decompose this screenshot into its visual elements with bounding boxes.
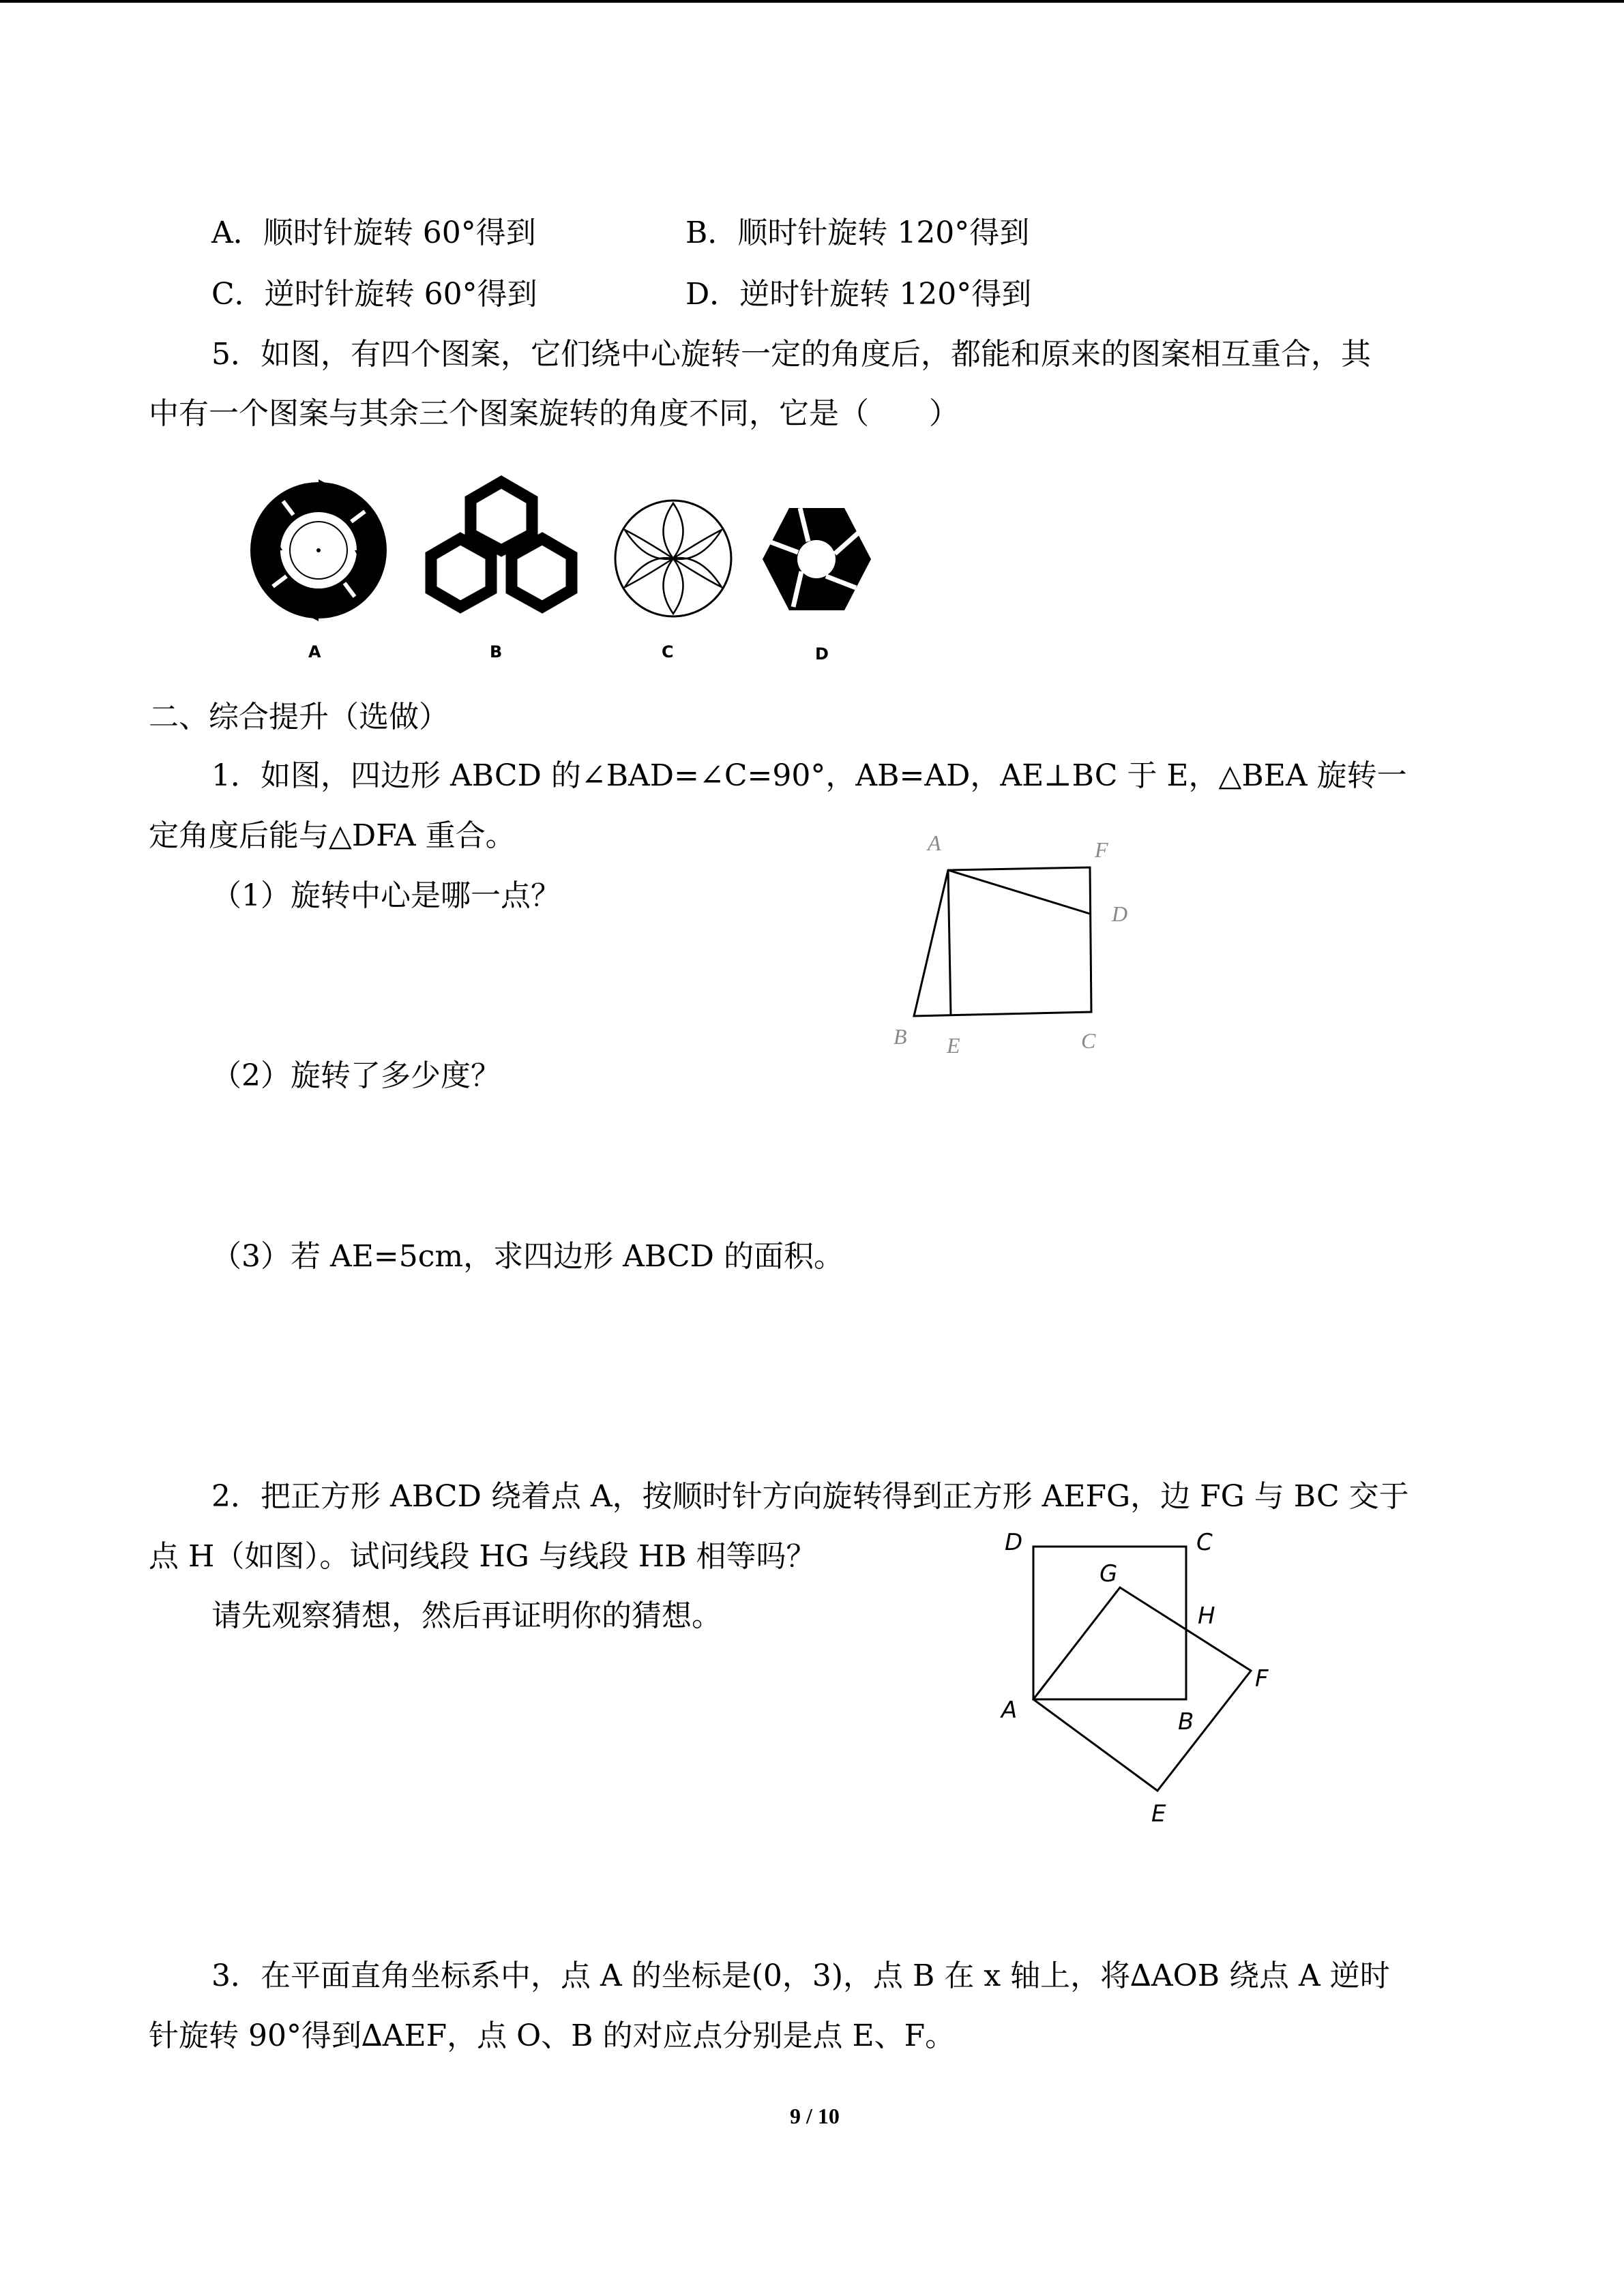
p2-label-g: G (1099, 1560, 1118, 1587)
p1-sub2: （2）旋转了多少度？ (211, 1058, 501, 1093)
page-top-border (0, 0, 1624, 3)
p1-sub3: （3）若 AE=5cm，求四边形 ABCD 的面积。 (211, 1239, 844, 1274)
p1-label-d: D (1112, 901, 1128, 926)
p2-line2: 点 H（如图）。试问线段 HG 与线段 HB 相等吗？ (149, 1539, 816, 1574)
p3-line1: 3．在平面直角坐标系中，点 A 的坐标是(0，3)，点 B 在 x 轴上，将∆AOB 绕点 A 逆时 (211, 1958, 1390, 1993)
option-a: A．顺时针旋转 60°得到 (211, 215, 536, 250)
q5-line1: 5．如图，有四个图案，它们绕中心旋转一定的角度后，都能和原来的图案相互重合，其 (211, 337, 1371, 372)
pattern-a-icon (242, 474, 396, 627)
section2-title: 二、综合提升（选做） (149, 700, 449, 734)
p1-label-a: A (928, 831, 941, 855)
p1-label-f: F (1095, 837, 1108, 862)
pattern-d-icon (761, 505, 873, 614)
p2-label-d: D (1005, 1529, 1023, 1556)
page-number: 9 / 10 (790, 2104, 840, 2128)
pattern-a-label: A (308, 642, 321, 661)
pattern-d-label: D (815, 644, 829, 664)
pattern-c-icon (612, 498, 734, 619)
p2-label-h: H (1198, 1602, 1215, 1630)
p2-label-e: E (1151, 1800, 1166, 1828)
p1-quadrilateral-figure (907, 859, 1112, 1030)
p1-label-c: C (1081, 1028, 1096, 1053)
p1-label-e: E (947, 1033, 960, 1058)
p2-squares-figure (1009, 1527, 1269, 1814)
p3-line2: 针旋转 90°得到∆AEF，点 O、B 的对应点分别是点 E、F。 (149, 2018, 956, 2053)
option-c: C．逆时针旋转 60°得到 (211, 277, 537, 312)
p1-line2: 定角度后能与△DFA 重合。 (149, 818, 516, 853)
pattern-b-label: B (490, 642, 503, 661)
p1-sub1: （1）旋转中心是哪一点？ (211, 878, 561, 913)
p2-label-b: B (1178, 1708, 1194, 1735)
pattern-b-icon (423, 474, 580, 627)
pattern-c-label: C (662, 642, 674, 661)
p2-label-a: A (1001, 1697, 1018, 1724)
p2-line1: 2．把正方形 ABCD 绕着点 A，按顺时针方向旋转得到正方形 AEFG，边 FG 与 BC 交于 (211, 1479, 1409, 1514)
p2-label-f: F (1255, 1665, 1269, 1693)
q5-line2: 中有一个图案与其余三个图案旋转的角度不同，它是（ ） (149, 396, 959, 431)
option-b: B．顺时针旋转 120°得到 (685, 215, 1030, 250)
p1-label-b: B (894, 1024, 907, 1049)
p1-line1: 1．如图，四边形 ABCD 的∠BAD=∠C=90°，AB=AD，AE⊥BC 于 E，△BEA 旋转一 (211, 758, 1407, 793)
option-d: D．逆时针旋转 120°得到 (685, 277, 1032, 312)
p2-line3: 请先观察猜想，然后再证明你的猜想。 (211, 1598, 722, 1633)
p2-label-c: C (1196, 1529, 1213, 1556)
